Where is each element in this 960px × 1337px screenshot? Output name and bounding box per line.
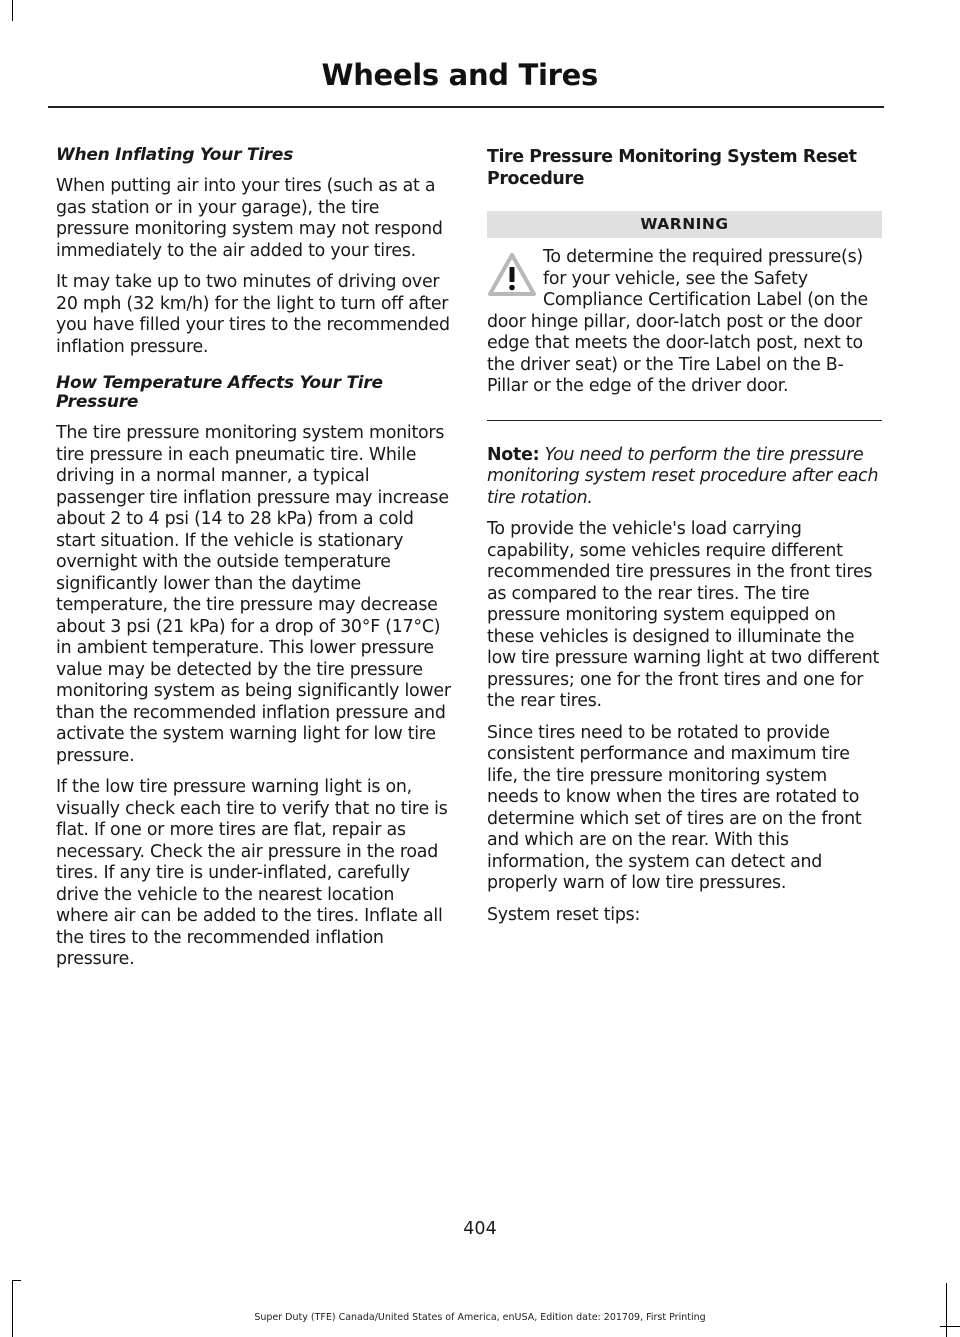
heading-when-inflating: When Inflating Your Tires: [56, 145, 294, 165]
page-number: 404: [463, 1219, 497, 1239]
page-title: Wheels and Tires: [321, 58, 598, 92]
paragraph: It may take up to two minutes of driving over 20 mph (32 km/h) for the light to turn off after you have filled your tires to the recommended inflation pressure.: [56, 272, 450, 357]
crop-mark: [12, 0, 13, 21]
crop-mark: [946, 1283, 947, 1337]
crop-mark: [12, 1280, 13, 1337]
heading-reset-procedure: Tire Pressure Monitoring System Reset Procedure: [487, 147, 857, 189]
note-text: You need to perform the tire pressure monitoring system reset procedure after each tire rotation.: [487, 444, 879, 508]
note: [487, 445, 882, 510]
left-column: [56, 146, 451, 981]
footer-edition-info: Super Duty (TFE) Canada/United States of America, enUSA, Edition date: 201709, First Printing: [254, 1312, 706, 1323]
paragraph: If the low tire pressure warning light is on, visually check each tire to verify that no tire is flat. If one or more tires are flat, repair as necessary. Check the air pressure in the road tires. If any tire is under-inflated, carefully drive the vehicle to the nearest location where air can be added to the tires. Inflate all the tires to the recommended inflation pressure.: [56, 777, 448, 969]
paragraph: When putting air into your tires (such as at a gas station or in your garage), the tire pressure monitoring system may not respond immediately to the air added to your tires.: [56, 176, 443, 261]
warning-text: To determine the required pressure(s) for your vehicle, see the Safety Compliance Certification Label (on the door hinge pillar, door-latch post or the door edge that meets the door-latch post, next to the driver seat) or the Tire Label on the B-Pillar or the edge of the driver door.: [487, 247, 869, 396]
paragraph: System reset tips:: [487, 904, 641, 925]
warning-header: WARNING: [487, 211, 882, 238]
warning-triangle-icon: [487, 252, 537, 298]
paragraph: To provide the vehicle's load carrying capability, some vehicles require different recommended tire pressures in the front tires as compared to the rear tires. The tire pressure monitoring system equipped on these vehicles is designed to illuminate the low tire pressure warning light at two different pressures; one for the front tires and one for the rear tires.: [487, 519, 880, 711]
crop-mark: [940, 1326, 960, 1327]
warning-box: [487, 247, 882, 421]
heading-temperature: How Temperature Affects Your Tire Pressure: [56, 373, 383, 412]
paragraph: The tire pressure monitoring system monitors tire pressure in each pneumatic tire. While driving in a normal manner, a typical passenger tire inflation pressure may increase about 2 to 4 psi (14 to 28 kPa) from a cold start situation. If the vehicle is stationary overnight with the outside temperature significantly lower than the daytime temperature, the tire pressure may decrease about 3 psi (21 kPa) for a drop of 30°F (17°C) in ambient temperature. This lower pressure value may be detected by the tire pressure monitoring system as being significantly lower than the recommended inflation pressure and activate the system warning light for low tire pressure.: [56, 423, 451, 766]
header-divider: [48, 106, 884, 108]
right-column: [487, 146, 882, 936]
note-label: Note:: [487, 444, 540, 465]
crop-mark: [12, 1280, 21, 1281]
paragraph: Since tires need to be rotated to provide consistent performance and maximum tire life, the tire pressure monitoring system needs to know when the tires are rotated to determine which set of tires are on the front and which are on the rear. With this information, the system can detect and properly warn of low tire pressures.: [487, 722, 862, 893]
